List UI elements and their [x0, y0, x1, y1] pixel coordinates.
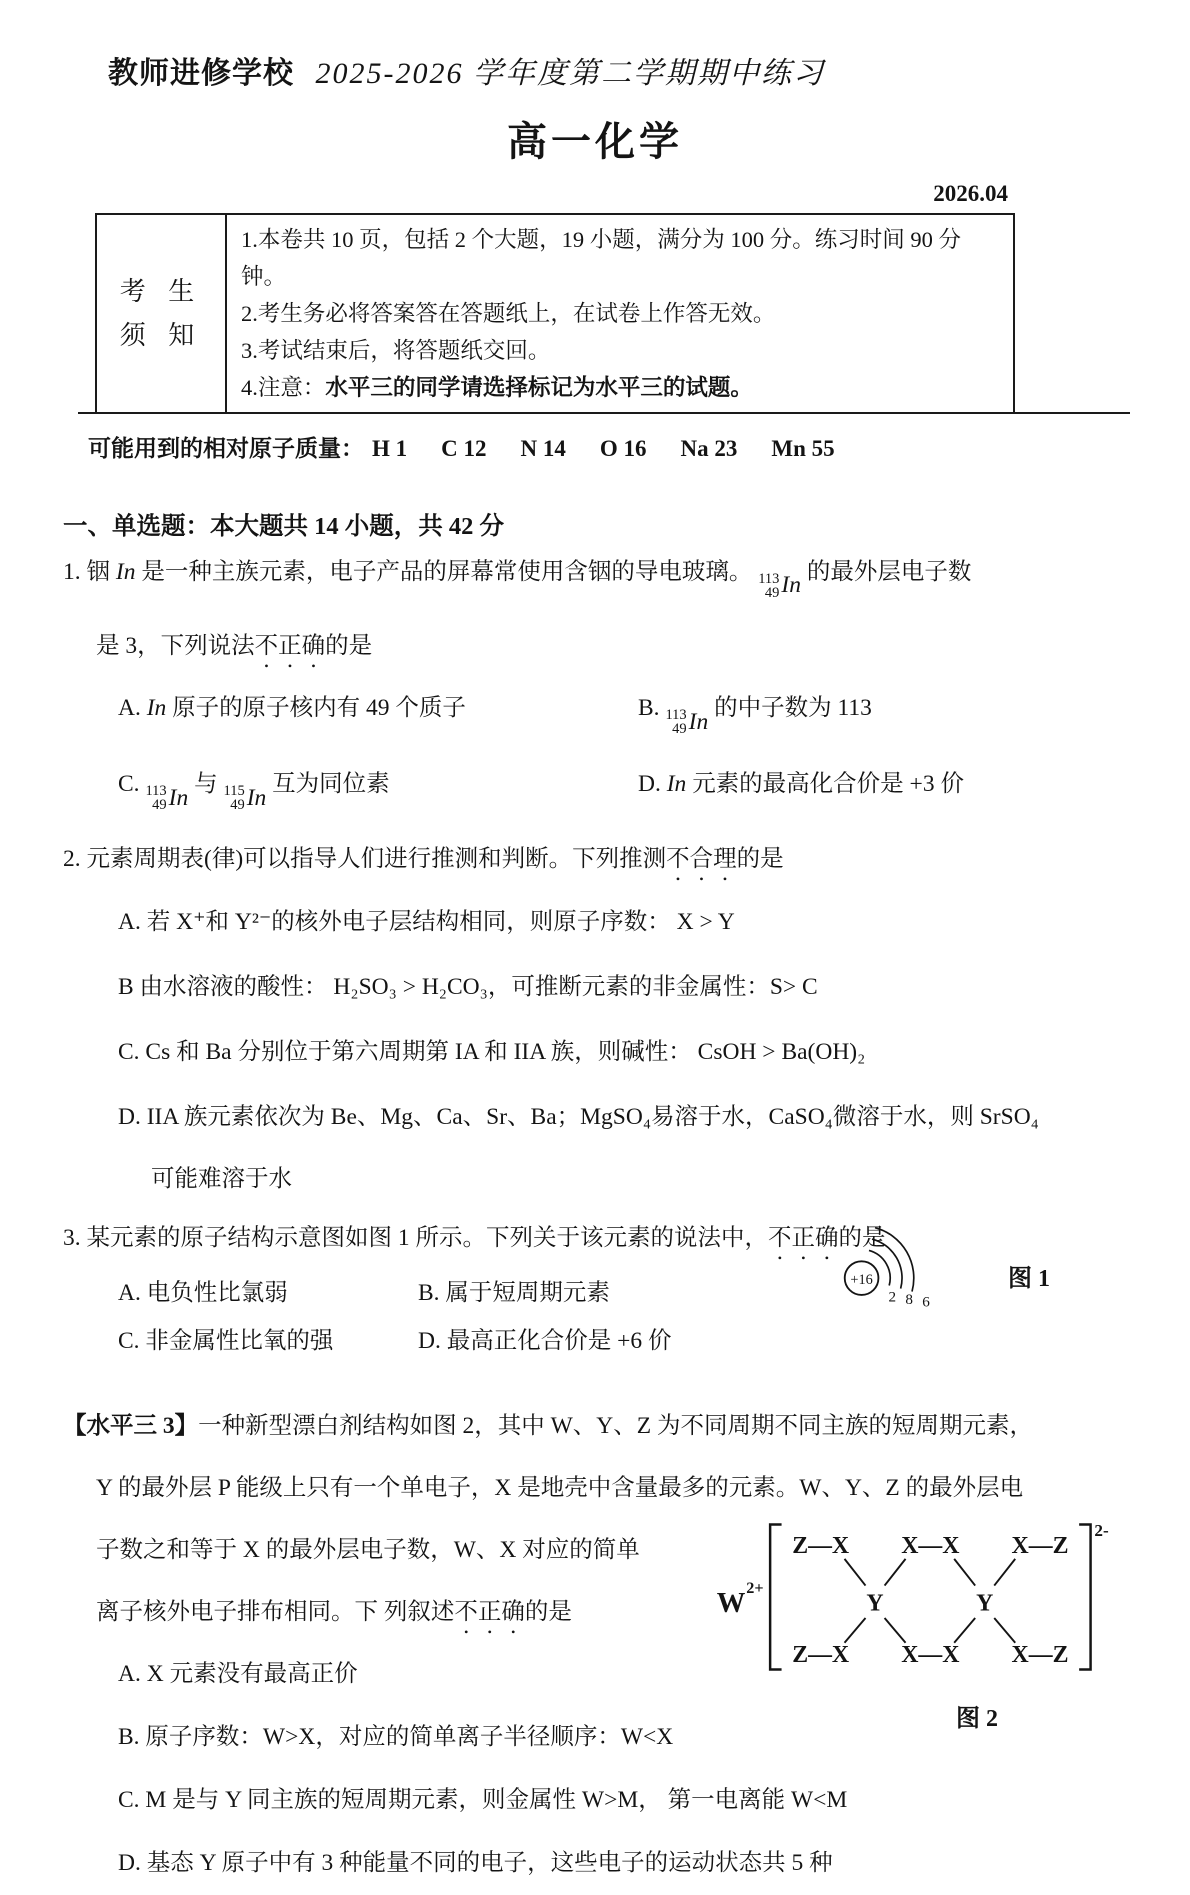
- q3-option-b: B. 属于短周期元素: [418, 1280, 610, 1306]
- notice-item-1: 1.本卷共 10 页，包括 2 个大题，19 小题，满分为 100 分。练习时间 90 分钟。: [241, 227, 962, 289]
- option-label: D.: [638, 771, 661, 797]
- q1-option-a: [118, 677, 638, 753]
- figure-1: [838, 1222, 1050, 1314]
- q3b-option-b: B. 原子序数：W>X，对应的简单离子半径顺序：W<X: [118, 1724, 674, 1750]
- masses-line: [88, 430, 1130, 463]
- bottom-group-1: Z—X: [792, 1641, 850, 1668]
- top-group-3: X—Z: [1011, 1533, 1069, 1560]
- figure-2: [711, 1513, 1123, 1733]
- q2-stem-a: 元素周期表(律)可以指导人们进行推测和判断。下列推测: [80, 846, 667, 872]
- q3b-line1: [63, 1395, 1130, 1457]
- bleach-structure-diagram: [711, 1513, 1123, 1681]
- iso-z: 49: [230, 797, 245, 813]
- option-label: B.: [638, 695, 660, 721]
- anion-charge: 2-: [1094, 1520, 1109, 1540]
- iso-symbol: In: [246, 785, 267, 811]
- question-1: [63, 542, 1130, 830]
- isotope-113-49-in: [758, 555, 801, 616]
- shell-arc-3: [875, 1228, 914, 1292]
- notice-item-4: [241, 369, 1003, 406]
- iso-symbol: In: [781, 572, 801, 598]
- notice-item-4-bold: 水平三的同学请选择标记为水平三的试题。: [325, 375, 753, 400]
- mass-mn: Mn 55: [771, 435, 835, 461]
- isotope-113-49-in: [145, 767, 188, 829]
- q1-number: 1.: [63, 558, 81, 585]
- q3b-emphasis: 不正确: [454, 1599, 525, 1625]
- q1-b-text: 的中子数为 113: [708, 695, 872, 721]
- q2-emphasis: 不合理: [666, 846, 737, 872]
- q1-stem-line2: [63, 616, 1130, 677]
- q3b-line3: 子数之和等于 X 的最外层电子数，W、X 对应的简单: [96, 1537, 640, 1563]
- q1-stem-line1: [63, 542, 1130, 617]
- right-bracket: [1079, 1525, 1090, 1670]
- notice-label: [96, 214, 226, 413]
- q2-stem: [63, 829, 1130, 890]
- q1-options-row2: [63, 753, 1130, 829]
- q3-option-a: A. 电负性比氯弱: [118, 1280, 288, 1306]
- q3b-line4-a: 离子核外电子排布相同。下 列叙述: [96, 1599, 455, 1625]
- shell-count-2: 8: [905, 1291, 913, 1309]
- q3-option-c: C. 非金属性比氧的强: [118, 1328, 334, 1354]
- nucleus-charge: +16: [850, 1272, 873, 1288]
- notice-item-3: 3.考试结束后，将答题纸交回。: [241, 338, 551, 363]
- q1-a-in: In: [146, 695, 167, 721]
- q3b-option-d: D. 基态 Y 原子中有 3 种能量不同的电子，这些电子的运动状态共 5 种: [118, 1850, 833, 1876]
- q3-emphasis: 不正确: [768, 1225, 839, 1251]
- q1-stem-c: 的最外层电子数: [801, 558, 972, 585]
- shell-count-1: 2: [888, 1288, 897, 1306]
- q2-option-d: D. IIA 族元素依次为 Be、Mg、Ca、Sr、Ba；MgSO₄易溶于水，CaSO₄微溶于水，则 SrSO₄: [118, 1104, 1039, 1130]
- iso-z: 49: [764, 584, 780, 601]
- iso-mass: 113: [145, 783, 167, 799]
- iso-z: 49: [152, 797, 167, 813]
- atom-shell-diagram: [838, 1222, 998, 1314]
- mass-n: N 14: [520, 435, 566, 461]
- q1-option-b: [638, 677, 1130, 753]
- q3b-line4-b: 的是: [524, 1599, 572, 1625]
- q3-option-d: D. 最高正化合价是 +6 价: [418, 1328, 672, 1354]
- top-group-1: Z—X: [792, 1533, 850, 1560]
- q3b-line1-text: 一种新型漂白剂结构如图 2，其中 W、Y、Z 为不同周期不同主族的短周期元素，: [198, 1413, 1034, 1439]
- q1-l2-a: 是 3，下列说法: [96, 633, 255, 659]
- option-label: C.: [118, 771, 140, 797]
- question-level3-3: [63, 1395, 1130, 1895]
- figure-2-caption: 图 2: [956, 1706, 998, 1732]
- notice-table: [95, 213, 1015, 414]
- q1-c-text: 互为同位素: [266, 771, 390, 797]
- bottom-group-2: X—X: [901, 1641, 960, 1668]
- option-label: A.: [118, 695, 141, 721]
- isotope-113-49-in: [665, 691, 708, 753]
- mid-y-2: Y: [976, 1590, 994, 1617]
- notice-label-top: 考 生: [119, 276, 203, 306]
- q1-d-in: In: [666, 771, 687, 797]
- masses-label: 可能用到的相对原子质量：: [88, 434, 364, 461]
- iso-mass: 113: [758, 570, 780, 587]
- q1-stem-a: 铟: [80, 558, 116, 585]
- notice-body: [226, 214, 1014, 413]
- q3b-line2: Y 的最外层 P 能级上只有一个单电子，X 是地壳中含量最多的元素。W、Y、Z 的最外层电: [96, 1475, 1024, 1501]
- section-heading: 一、单选题：本大题共 14 小题，共 42 分: [63, 512, 504, 540]
- q1-l2-b: 的是: [325, 633, 373, 659]
- isotope-115-49-in: [223, 767, 266, 829]
- mass-c: C 12: [441, 435, 487, 461]
- q2-number: 2.: [63, 846, 81, 872]
- question-2: [63, 829, 1130, 1208]
- q3b-option-c: C. M 是与 Y 同主族的短周期元素，则金属性 W>M， 第一电离能 W<M: [118, 1787, 848, 1813]
- q1-option-c: [118, 753, 638, 829]
- page-title: 高一化学: [507, 119, 683, 164]
- iso-mass: 113: [665, 707, 687, 723]
- left-bracket: [770, 1525, 781, 1670]
- q1-options-row1: [63, 677, 1130, 753]
- q2-stem-b: 的是: [736, 846, 784, 872]
- q1-c-mid: 与: [188, 771, 224, 797]
- iso-symbol: In: [688, 709, 709, 735]
- q2-option-c: C. Cs 和 Ba 分别位于第六周期第 IA 和 IIA 族，则碱性： CsOH > Ba(OH)₂: [118, 1039, 866, 1065]
- notice-label-bottom: 须 知: [119, 320, 203, 350]
- figure-1-caption: 图 1: [1008, 1265, 1050, 1292]
- school-name: 教师进修学校: [108, 57, 294, 90]
- q3-options-row2: [63, 1317, 838, 1365]
- q2-option-b: B 由水溶液的酸性： H₂SO₃ > H₂CO₃，可推断元素的非金属性：S> C: [118, 974, 818, 1000]
- q3-options-row1: [63, 1269, 838, 1317]
- mid-y-1: Y: [866, 1590, 884, 1617]
- exam-date: 2026.04: [933, 181, 1008, 206]
- iso-z: 49: [672, 721, 687, 737]
- q1-stem-b: 是一种主族元素，电子产品的屏幕常使用含铟的导电玻璃。: [135, 558, 759, 585]
- header-line: [60, 48, 1130, 92]
- q3b-option-a: A. X 元素没有最高正价: [118, 1661, 358, 1687]
- q2-option-a: A. 若 X⁺和 Y²⁻的核外电子层结构相同，则原子序数： X > Y: [118, 909, 735, 935]
- term-name: 2025-2026 学年度第二学期期中练习: [315, 57, 825, 90]
- mass-o: O 16: [599, 435, 647, 461]
- top-group-2: X—X: [901, 1533, 960, 1560]
- q2-option-d-cont: 可能难溶于水: [151, 1166, 292, 1192]
- mass-h: H 1: [372, 435, 408, 461]
- q3-number: 3.: [63, 1225, 81, 1251]
- iso-symbol: In: [168, 785, 189, 811]
- horizontal-rule: [78, 412, 1130, 414]
- bottom-group-3: X—Z: [1011, 1641, 1069, 1668]
- cation-symbol: W: [716, 1588, 746, 1620]
- q1-a-text: 原子的原子核内有 49 个质子: [166, 695, 466, 721]
- mass-na: Na 23: [680, 435, 738, 461]
- notice-item-2: 2.考生务必将答案答在答题纸上，在试卷上作答无效。: [241, 301, 776, 326]
- q1-stem-in: In: [115, 558, 136, 585]
- notice-item-4-prefix: 4.注意：: [241, 375, 326, 400]
- level3-tag: 【水平三 3】: [63, 1413, 199, 1439]
- q1-emphasis: 不正确: [254, 633, 326, 659]
- iso-mass: 115: [223, 783, 245, 799]
- q3-stem-a: 某元素的原子结构示意图如图 1 所示。下列关于该元素的说法中，: [80, 1225, 768, 1251]
- q1-d-text: 元素的最高化合价是 +3 价: [686, 771, 964, 797]
- question-3: [63, 1208, 1130, 1365]
- cation-charge: 2+: [746, 1579, 764, 1598]
- q1-option-d: [638, 753, 1130, 829]
- shell-count-3: 6: [922, 1293, 930, 1311]
- q3-stem-b: 的是: [838, 1225, 886, 1251]
